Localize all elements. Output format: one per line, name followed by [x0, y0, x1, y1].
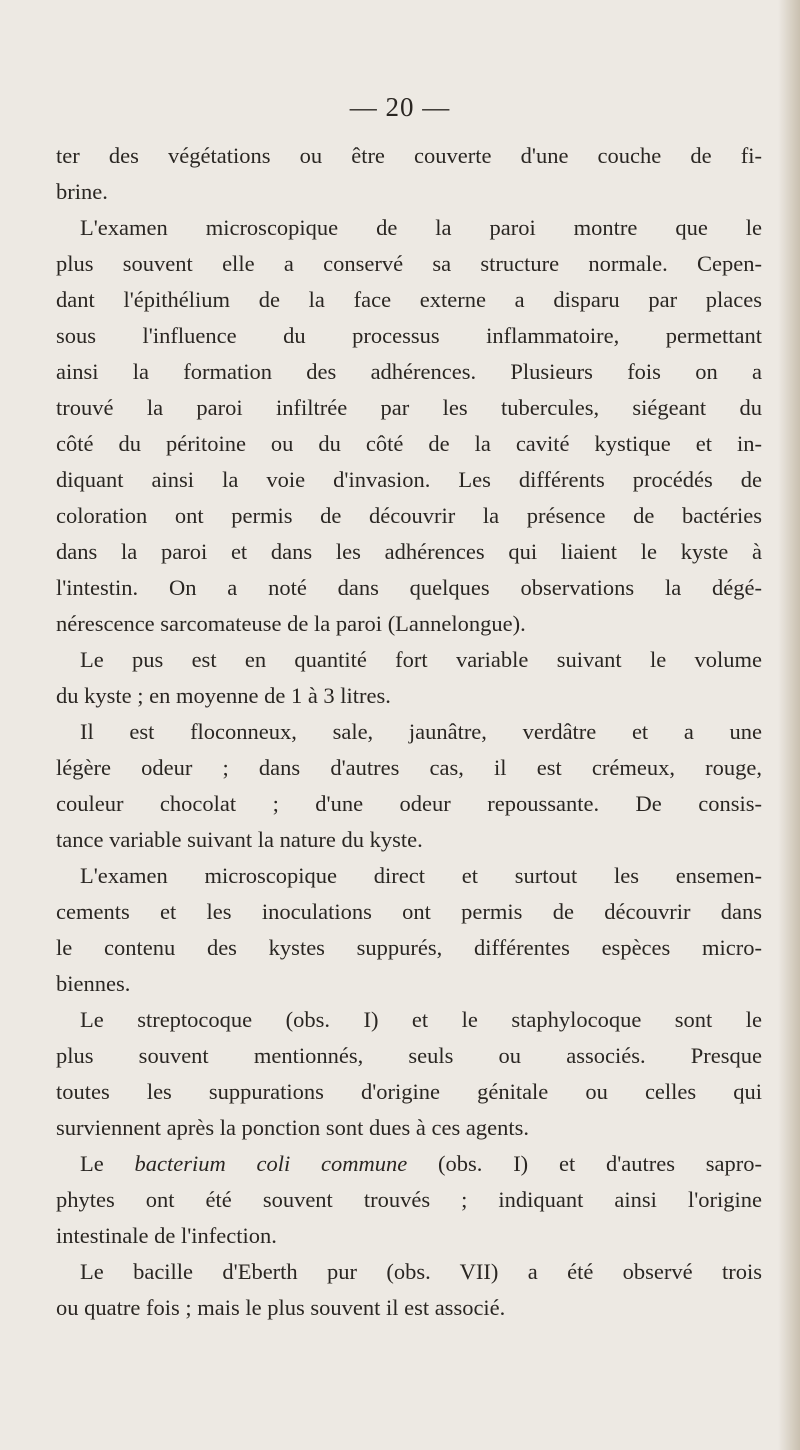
text-line: L'examen microscopique direct et surtout les ensemen- — [80, 863, 762, 888]
paragraph — [56, 138, 762, 210]
text-run: Le — [80, 1151, 135, 1176]
page-number: — 20 — — [349, 92, 451, 122]
paragraph — [56, 1002, 762, 1146]
text-line: ter des végétations ou être couverte d'une couche de fi- — [56, 143, 762, 168]
text-line: plus souvent elle a conservé sa structure normale. Cepen- — [56, 251, 762, 276]
text-line: Le pus est en quantité fort variable suivant le volume — [80, 647, 762, 672]
text-line: toutes les suppurations d'origine génitale ou celles qui — [56, 1079, 762, 1104]
paragraph — [56, 714, 762, 858]
text-line: trouvé la paroi infiltrée par les tubercules, siégeant du — [56, 395, 762, 420]
paragraph — [56, 1254, 762, 1326]
text-line: ainsi la formation des adhérences. Plusieurs fois on a — [56, 359, 762, 384]
text-line: plus souvent mentionnés, seuls ou associés. Presque — [56, 1043, 762, 1068]
text-line: couleur chocolat ; d'une odeur repoussante. De consis- — [56, 791, 762, 816]
body-text — [56, 138, 762, 1326]
paragraph — [56, 858, 762, 1002]
text-line: ou quatre fois ; mais le plus souvent il est associé. — [56, 1295, 506, 1320]
paragraph — [56, 1146, 762, 1254]
italic-term: bacterium coli commune — [134, 1151, 408, 1176]
text-line: sous l'influence du processus inflammatoire, permettant — [56, 323, 762, 348]
text-line-mixed — [56, 1146, 762, 1182]
text-line: le contenu des kystes suppurés, différentes espèces micro- — [56, 935, 762, 960]
text-line: surviennent après la ponction sont dues à ces agents. — [56, 1115, 529, 1140]
text-line: Il est floconneux, sale, jaunâtre, verdâtre et a une — [80, 719, 762, 744]
text-line: du kyste ; en moyenne de 1 à 3 litres. — [56, 683, 391, 708]
text-line: tance variable suivant la nature du kyste. — [56, 827, 423, 852]
paragraph — [56, 210, 762, 642]
paragraph — [56, 642, 762, 714]
text-line: diquant ainsi la voie d'invasion. Les différents procédés de — [56, 467, 762, 492]
text-line: dans la paroi et dans les adhérences qui liaient le kyste à — [56, 539, 762, 564]
text-line: L'examen microscopique de la paroi montre que le — [80, 215, 762, 240]
text-run: (obs. I) et d'autres sapro- — [407, 1151, 762, 1176]
text-line: brine. — [56, 179, 108, 204]
text-line: Le bacille d'Eberth pur (obs. VII) a été observé trois — [80, 1259, 762, 1284]
text-line: Le streptocoque (obs. I) et le staphylocoque sont le — [80, 1007, 762, 1032]
page-edge-shadow — [778, 0, 800, 1450]
text-line: biennes. — [56, 971, 131, 996]
text-line: dant l'épithélium de la face externe a disparu par places — [56, 287, 762, 312]
text-line: côté du péritoine ou du côté de la cavité kystique et in- — [56, 431, 762, 456]
text-line: intestinale de l'infection. — [56, 1223, 277, 1248]
text-line: nérescence sarcomateuse de la paroi (Lannelongue). — [56, 611, 526, 636]
text-line: coloration ont permis de découvrir la présence de bactéries — [56, 503, 762, 528]
text-line: légère odeur ; dans d'autres cas, il est crémeux, rouge, — [56, 755, 762, 780]
text-line: cements et les inoculations ont permis de découvrir dans — [56, 899, 762, 924]
text-line: l'intestin. On a noté dans quelques observations la dégé- — [56, 575, 762, 600]
text-line: phytes ont été souvent trouvés ; indiquant ainsi l'origine — [56, 1187, 762, 1212]
